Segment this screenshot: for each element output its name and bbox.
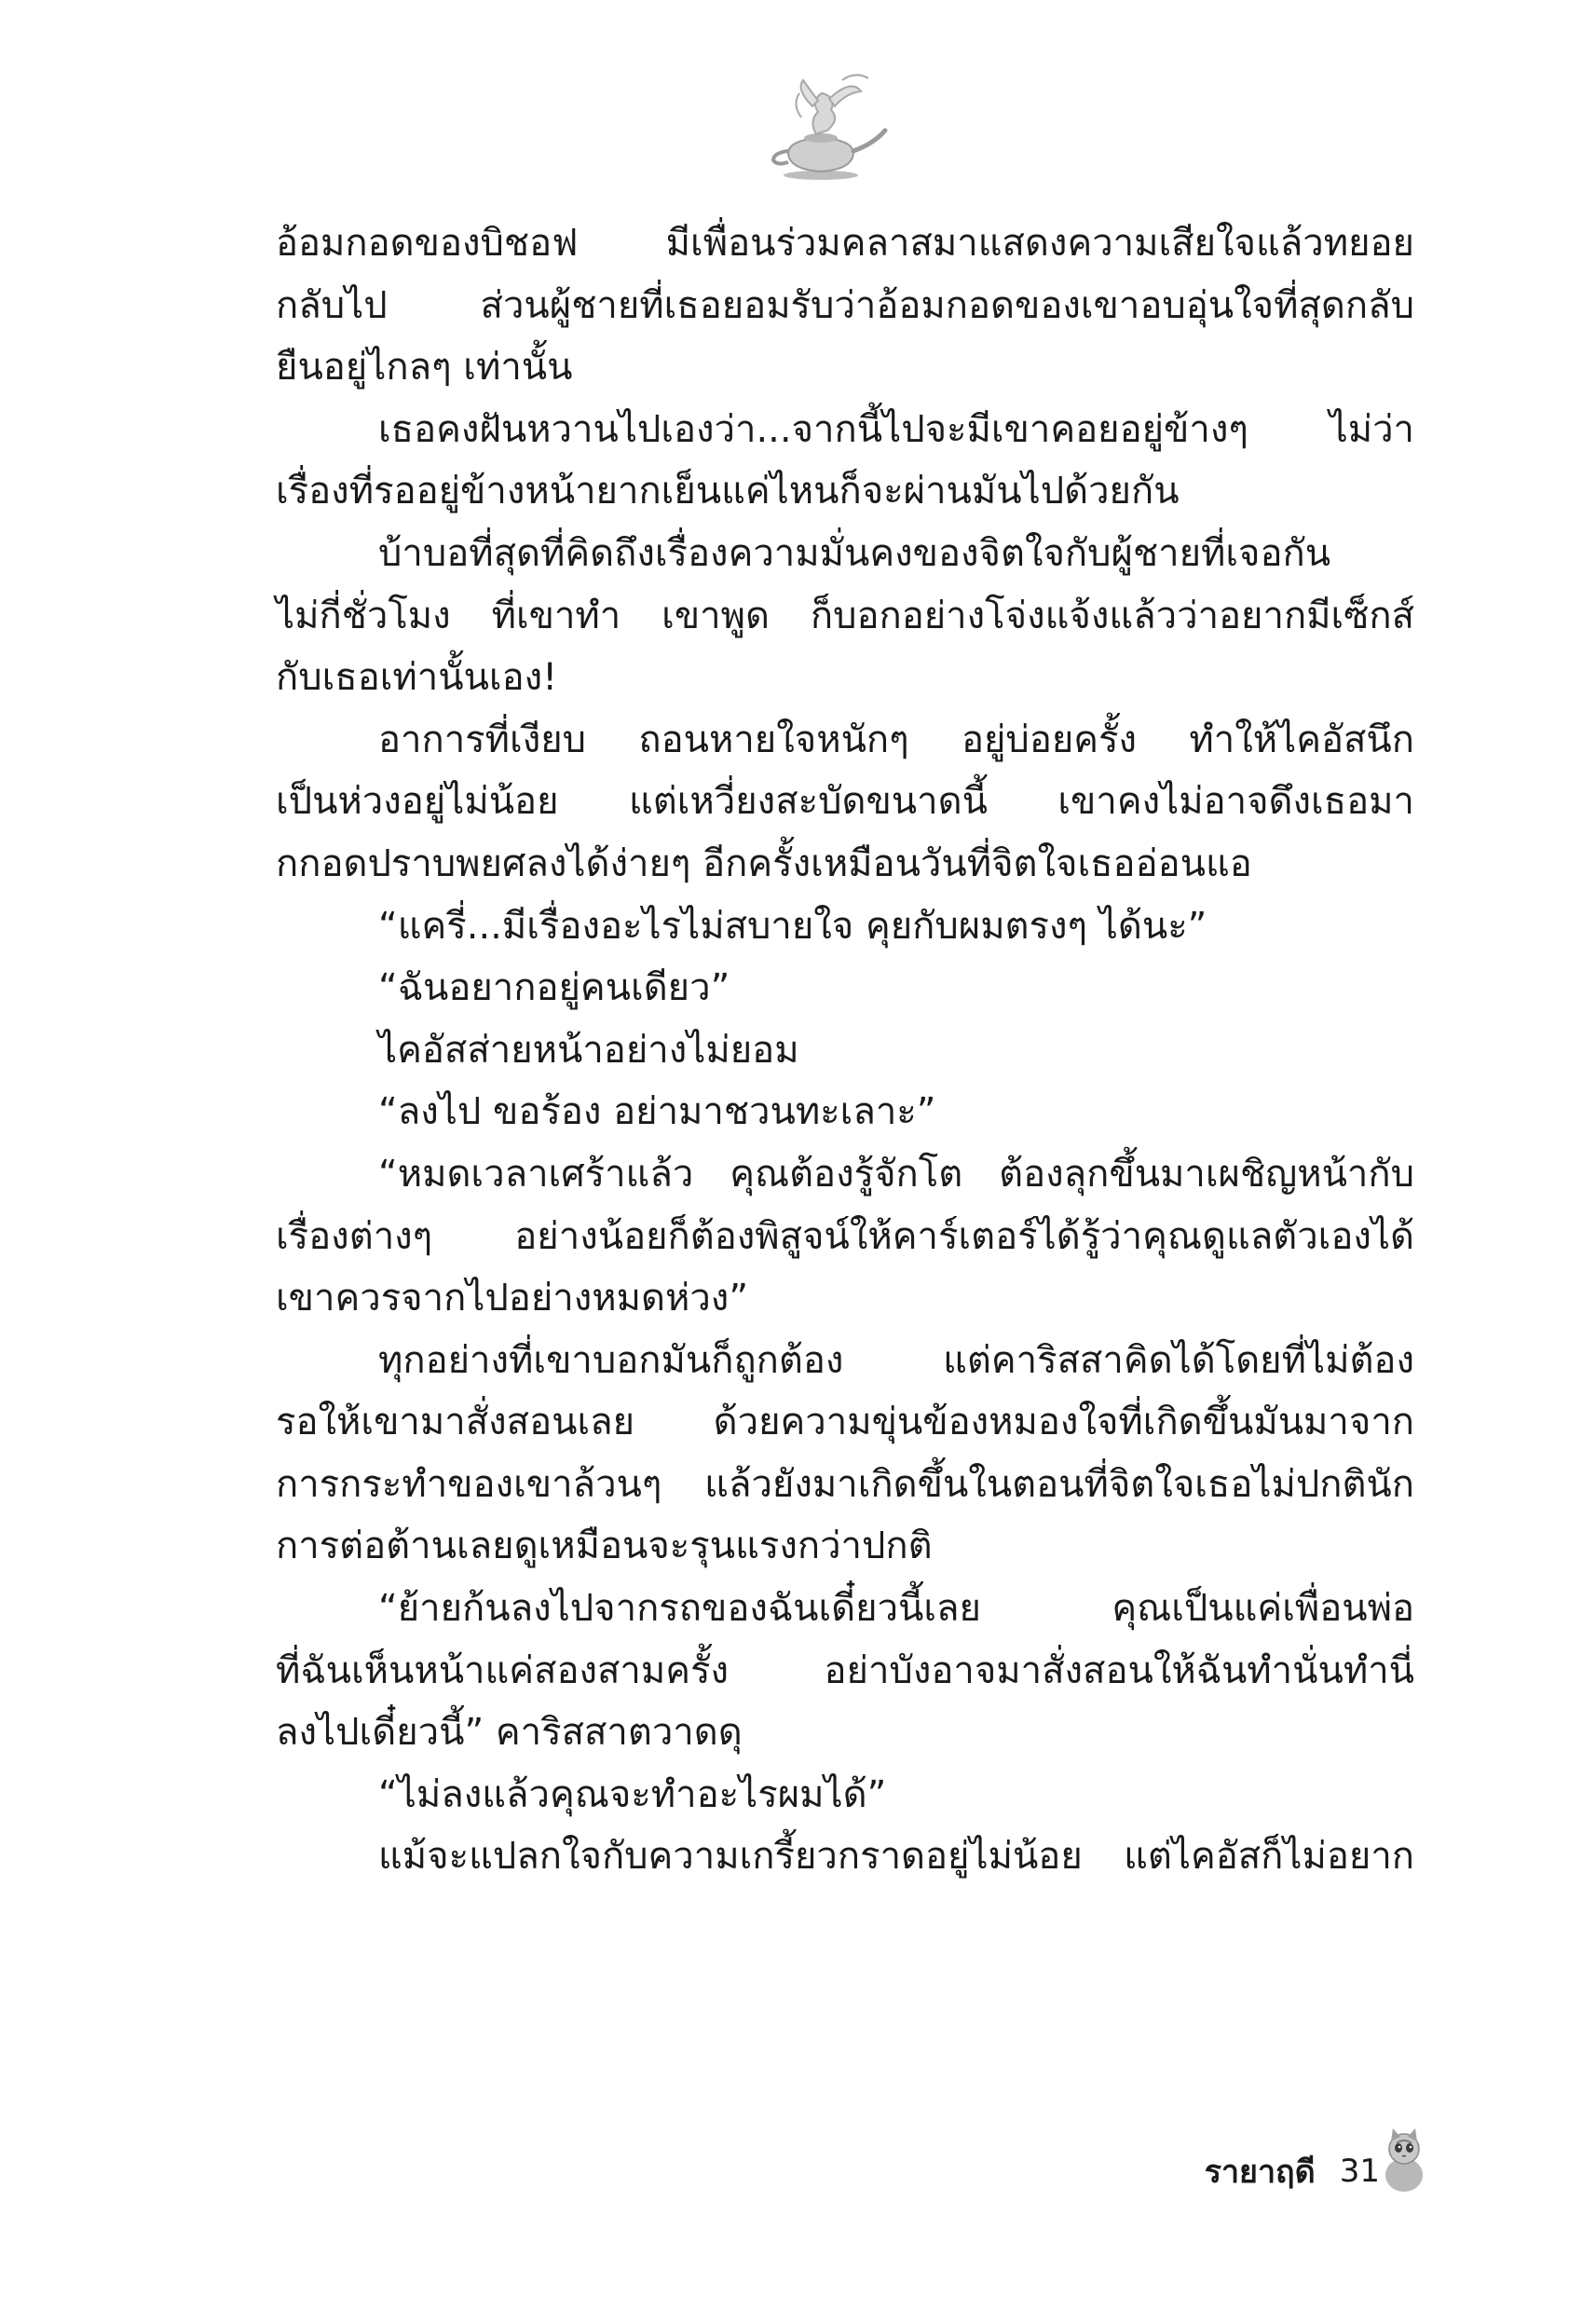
- text-line: กกอดปราบพยศลงได้ง่ายๆ อีกครั้งเหมือนวันที่จิตใจเธออ่อนแอ: [276, 841, 1252, 885]
- body-text: [276, 212, 1414, 1888]
- page-number: 31: [1339, 2153, 1380, 2190]
- cat-icon: [1378, 2123, 1430, 2194]
- text-line: บ้าบอที่สุดที่คิดถึงเรื่องความมั่นคงของจิตใจกับผู้ชายที่เจอกัน: [378, 531, 1331, 575]
- text-line: “ไม่ลงแล้วคุณจะทำอะไรผมได้”: [378, 1772, 887, 1816]
- text-line: “ฉันอยากอยู่คนเดียว”: [378, 966, 730, 1010]
- text-line: “หมดเวลาเศร้าแล้ว คุณต้องรู้จักโต ต้องลุกขึ้นมาเผชิญหน้ากับ: [378, 1152, 1414, 1196]
- page-footer: [1205, 2143, 1380, 2199]
- text-line: “แครี่...มีเรื่องอะไรไม่สบายใจ คุยกับผมตรงๆ ได้นะ”: [378, 904, 1207, 948]
- text-line: อาการที่เงียบ ถอนหายใจหนักๆ อยู่บ่อยครั้ง ทำให้ไคอัสนึก: [378, 718, 1414, 761]
- text-line: อ้อมกอดของบิชอฟ มีเพื่อนร่วมคลาสมาแสดงความเสียใจแล้วทยอย: [276, 222, 1414, 265]
- text-line: ไม่กี่ชั่วโมง ที่เขาทำ เขาพูด ก็บอกอย่างโจ่งแจ้งแล้วว่าอยากมีเซ็กส์: [276, 594, 1414, 637]
- text-line: การต่อต้านเลยดูเหมือนจะรุนแรงกว่าปกติ: [276, 1525, 933, 1568]
- text-line: ยืนอยู่ไกลๆ เท่านั้น: [276, 346, 573, 390]
- text-line: การกระทำของเขาล้วนๆ แล้วยังมาเกิดขึ้นในตอนที่จิตใจเธอไม่ปกตินัก: [276, 1462, 1414, 1506]
- text-line: ไคอัสส่ายหน้าอย่างไม่ยอม: [378, 1028, 799, 1072]
- text-line: กับเธอเท่านั้นเอง!: [276, 656, 558, 700]
- text-line: “ลงไป ขอร้อง อย่ามาชวนทะเลาะ”: [378, 1090, 936, 1134]
- text-line: แม้จะแปลกใจกับความเกรี้ยวกราดอยู่ไม่น้อย แต่ไคอัสก็ไม่อยาก: [378, 1835, 1414, 1879]
- book-title: รายาฤดี: [1204, 2154, 1316, 2191]
- text-line: เขาควรจากไปอย่างหมดห่วง”: [276, 1277, 749, 1320]
- text-line: “ย้ายก้นลงไปจากรถของฉันเดี๋ยวนี้เลย คุณเป็นแค่เพื่อนพ่อ: [378, 1587, 1414, 1631]
- text-line: ลงไปเดี๋ยวนี้” คาริสสาตวาดดุ: [276, 1711, 743, 1755]
- text-line: รอให้เขามาสั่งสอนเลย ด้วยความขุ่นข้องหมองใจที่เกิดขึ้นมันมาจาก: [276, 1401, 1414, 1444]
- teapot-cupid-ornament-icon: [751, 65, 891, 186]
- text-line: เป็นห่วงอยู่ไม่น้อย แต่เหวี่ยงสะบัดขนาดนี้ เขาคงไม่อาจดึงเธอมา: [276, 780, 1414, 824]
- text-line: เรื่องที่รออยู่ข้างหน้ายากเย็นแค่ไหนก็จะผ่านมันไปด้วยกัน: [276, 470, 1180, 513]
- text-line: ทุกอย่างที่เขาบอกมันก็ถูกต้อง แต่คาริสสาคิดได้โดยที่ไม่ต้อง: [378, 1338, 1414, 1382]
- text-line: เรื่องต่างๆ อย่างน้อยก็ต้องพิสูจน์ให้คาร์เตอร์ได้รู้ว่าคุณดูแลตัวเองได้: [276, 1214, 1414, 1258]
- text-line: ที่ฉันเห็นหน้าแค่สองสามครั้ง อย่าบังอาจมาสั่งสอนให้ฉันทำนั่นทำนี่: [276, 1648, 1414, 1692]
- text-line: เธอคงฝันหวานไปเองว่า...จากนี้ไปจะมีเขาคอยอยู่ข้างๆ ไม่ว่า: [378, 407, 1414, 451]
- text-line: กลับไป ส่วนผู้ชายที่เธอยอมรับว่าอ้อมกอดของเขาอบอุ่นใจที่สุดกลับ: [276, 283, 1414, 327]
